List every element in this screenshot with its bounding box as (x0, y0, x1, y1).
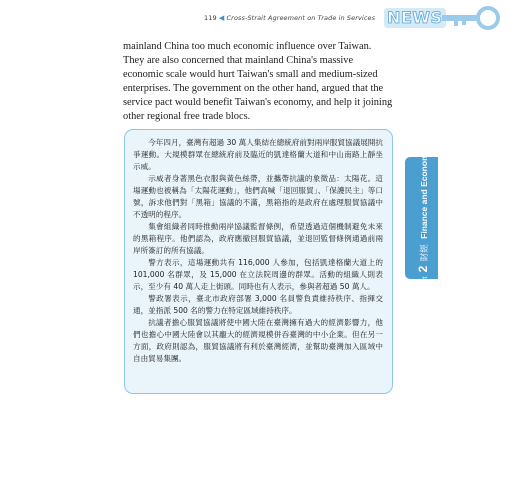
arrow-left-icon: ◀ (218, 14, 225, 22)
part-label: Part (420, 276, 429, 291)
english-text: mainland China too much economic influence over Taiwan. They are also concerned that mainland China's massive economic scale would hurt Taiwan's small and medium-sized enterprises. The government on the other hand, argued that the service pact would benefit Taiwan's economy, and help it joining other regional free trade blocs. (123, 41, 393, 122)
chinese-paragraph: 集會組織者同時推動兩岸協議監督條例，希望透過這個機制避免未來的黑箱程序。他們認為，政府應撤回服貿協議，並退回監督條例通過前兩岸所簽訂的所有協議。 (133, 222, 383, 255)
part-number: 2 (416, 265, 430, 273)
page-number: 119 (204, 14, 217, 22)
section-tab-label (416, 142, 430, 291)
news-badge (384, 6, 504, 32)
chinese-paragraph: 今年四月，臺灣有超過 30 萬人集結在總統府前對兩岸服貿協議展開抗爭運動。大規模群眾在總統府前及臨近的凱達格蘭大道和中山南路上靜坐示威。 (133, 138, 383, 171)
section-english-label: Finance and Economics (419, 141, 429, 239)
chinese-text-block (133, 137, 383, 365)
news-label: NEWS (387, 8, 443, 27)
chinese-paragraph: 警政署表示，臺北市政府部署 3,000 名員警負責維持秩序、指揮交通，並指派 500 名的警力在特定區域維持秩序。 (133, 294, 383, 315)
chinese-paragraph: 示威者身著黑色衣服與黃色絲帶，並攜帶抗議的象徵品：太陽花。這場運動也被稱為「太陽花運動」，他們高喊「退回服貿」、「保護民主」等口號，訴求他們對「黑箱」協議的不滿，黑箱指的是政府在處理服貿協議中不透明的程序。 (133, 174, 383, 219)
running-title: Cross-Strait Agreement on Trade in Services (226, 14, 376, 22)
running-header (204, 14, 375, 22)
section-chinese-label: 財經 (419, 244, 429, 262)
english-paragraph (123, 40, 395, 124)
chinese-paragraph: 抗議者擔心服貿協議將使中國大陸在臺灣擁有過大的經濟影響力，他們也擔心中國大陸會以其龐大的經濟規模併吞臺灣的中小企業。但在另一方面，政府則認為，服貿協議將有利於臺灣經濟，並幫助臺灣加入區域中自由貿易集團。 (133, 318, 383, 363)
chinese-paragraph: 警方表示，這場運動共有 116,000 人參加，包括凱達格蘭大道上的 101,000 名群眾，及 15,000 在立法院周邊的群眾。活動的組織人則表示，至少有 40 萬人走上街頭。同時也有人表示，參與者超過 50 萬人。 (133, 258, 383, 291)
